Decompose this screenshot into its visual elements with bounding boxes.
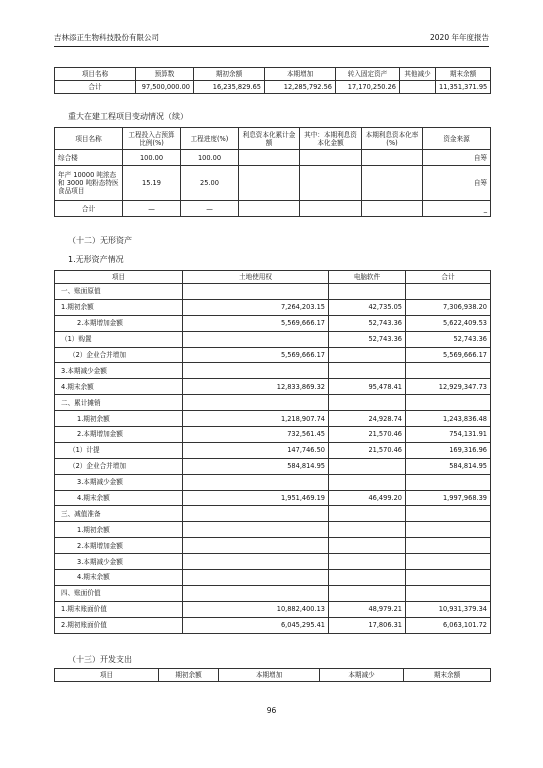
column-header: 其他减少 <box>400 68 436 81</box>
table-cell: 7,306,938.20 <box>406 299 491 315</box>
table-cell <box>329 554 406 570</box>
table-cell: 21,570.46 <box>329 427 406 443</box>
table-cell <box>300 166 362 201</box>
table-cell <box>183 554 329 570</box>
table-cell <box>239 201 300 217</box>
table-cell <box>183 570 329 586</box>
row-label: 2.本期增加金额 <box>55 427 183 443</box>
table-cell <box>329 538 406 554</box>
table-cell: 1,243,836.48 <box>406 411 491 427</box>
table-cell <box>329 458 406 474</box>
table-cell: 100.00 <box>181 150 239 166</box>
table-row <box>55 554 491 570</box>
table-row <box>55 201 491 217</box>
table-row <box>55 81 491 94</box>
table-cell: 17,170,250.26 <box>336 81 400 94</box>
table-row <box>55 363 491 379</box>
row-label: （2）企业合并增加 <box>55 347 183 363</box>
table-cell <box>183 284 329 300</box>
table-header-row <box>55 68 491 81</box>
row-label: 2.期初账面价值 <box>55 617 183 633</box>
row-label: （2）企业合并增加 <box>55 458 183 474</box>
table-cell <box>183 474 329 490</box>
column-header: 本期增加 <box>265 68 336 81</box>
column-header: 工程进度(%) <box>181 128 239 150</box>
table-cell: 95,478.41 <box>329 379 406 395</box>
page-number: 96 <box>266 706 277 715</box>
table-cell: 584,814.95 <box>183 458 329 474</box>
table-row <box>55 458 491 474</box>
table-row <box>55 474 491 490</box>
table-cell: 11,351,371.95 <box>436 81 491 94</box>
column-header: 本期利息资本化率(%) <box>362 128 423 150</box>
table-cell: 1,218,907.74 <box>183 411 329 427</box>
table-cell <box>406 395 491 411</box>
table-cell: 1,997,968.39 <box>406 490 491 506</box>
report-title: 2020 年年度报告 <box>430 33 489 42</box>
table-cell <box>406 284 491 300</box>
table-row <box>55 315 491 331</box>
table-row <box>55 585 491 601</box>
table-cell <box>362 201 423 217</box>
row-label: 1.期初余额 <box>55 411 183 427</box>
table-cell: 12,833,869.32 <box>183 379 329 395</box>
table-row <box>55 601 491 617</box>
cip-summary-table <box>54 67 491 94</box>
table-cell <box>329 395 406 411</box>
header-rule <box>54 46 489 47</box>
row-label: 4.期末余额 <box>55 490 183 506</box>
table-cell: 10,882,400.13 <box>183 601 329 617</box>
table-cell: 年产 10000 吨浓态和 3000 吨粉态特医食品项目 <box>55 166 123 201</box>
table-cell: 52,743.36 <box>329 315 406 331</box>
intangible-assets-table <box>54 270 491 634</box>
table-cell <box>406 585 491 601</box>
table-cell: 5,569,666.17 <box>406 347 491 363</box>
table-cell: 46,499.20 <box>329 490 406 506</box>
row-label: 1.期末账面价值 <box>55 601 183 617</box>
table-cell <box>183 363 329 379</box>
company-name: 吉林添正生物科技股份有限公司 <box>54 33 159 42</box>
row-label: 四、账面价值 <box>55 585 183 601</box>
row-label: 2.本期增加金额 <box>55 315 183 331</box>
table-cell <box>239 166 300 201</box>
table-cell <box>329 284 406 300</box>
table-header-row <box>55 271 491 284</box>
column-header: 项目 <box>55 271 183 284</box>
table-row <box>55 284 491 300</box>
row-label: 4.期末余额 <box>55 570 183 586</box>
table-cell: 25.00 <box>181 166 239 201</box>
table-cell <box>406 570 491 586</box>
table-row <box>55 617 491 633</box>
table-row <box>55 379 491 395</box>
rd-expense-table <box>54 668 491 682</box>
table-cell <box>406 474 491 490</box>
table-row <box>55 331 491 347</box>
column-header: 项目 <box>55 669 159 682</box>
table-cell: 21,570.46 <box>329 442 406 458</box>
table-cell: — <box>123 201 181 217</box>
table-cell <box>362 166 423 201</box>
table-cell: 584,814.95 <box>406 458 491 474</box>
table-cell: 综合楼 <box>55 150 123 166</box>
table-cell <box>300 201 362 217</box>
table-cell <box>329 363 406 379</box>
table-cell <box>400 81 436 94</box>
row-label: 二、累计摊销 <box>55 395 183 411</box>
table-row <box>55 490 491 506</box>
column-header: 其中：本期利息资本化金额 <box>300 128 362 150</box>
table-cell <box>183 585 329 601</box>
row-label: 1.期初余额 <box>55 522 183 538</box>
table-row <box>55 442 491 458</box>
column-header: 预算数 <box>136 68 194 81</box>
table-cell <box>183 538 329 554</box>
table-cell: 10,931,379.34 <box>406 601 491 617</box>
column-header: 项目名称 <box>55 128 123 150</box>
table-row <box>55 570 491 586</box>
table-row <box>55 166 491 201</box>
table-cell: 15.19 <box>123 166 181 201</box>
table-cell <box>406 554 491 570</box>
table-cell: 自筹 <box>423 150 491 166</box>
table-cell: 5,569,666.17 <box>183 347 329 363</box>
column-header: 合计 <box>406 271 491 284</box>
row-label: 4.期末余额 <box>55 379 183 395</box>
table-cell: 42,735.05 <box>329 299 406 315</box>
column-header: 期初余额 <box>194 68 265 81</box>
table-cell <box>239 150 300 166</box>
row-label: 1.期初余额 <box>55 299 183 315</box>
column-header: 资金来源 <box>423 128 491 150</box>
row-label: 3.本期减少金额 <box>55 474 183 490</box>
table-cell <box>406 506 491 522</box>
table-header-row <box>55 128 491 150</box>
row-label: 3.本期减少金额 <box>55 363 183 379</box>
column-header: 项目名称 <box>55 68 136 81</box>
table-cell <box>329 585 406 601</box>
table-row <box>55 506 491 522</box>
table-cell: _ <box>423 201 491 217</box>
table-cell <box>183 331 329 347</box>
page-header <box>54 30 489 44</box>
column-header: 期末余额 <box>436 68 491 81</box>
table-row <box>55 395 491 411</box>
table-cell: 52,743.36 <box>329 331 406 347</box>
table-row <box>55 522 491 538</box>
cip-detail-table <box>54 127 491 217</box>
column-header: 期初余额 <box>159 669 219 682</box>
table-cell: 97,500,000.00 <box>136 81 194 94</box>
table-cell <box>406 522 491 538</box>
table-cell: 754,131.91 <box>406 427 491 443</box>
rd-section-title: （十三）开发支出 <box>68 655 132 664</box>
table-cell: 1,951,469.19 <box>183 490 329 506</box>
table-cell <box>329 506 406 522</box>
column-header: 电脑软件 <box>329 271 406 284</box>
table-cell: — <box>181 201 239 217</box>
table-header-row <box>55 669 491 682</box>
table-cell: 5,569,666.17 <box>183 315 329 331</box>
row-label: 3.本期减少金额 <box>55 554 183 570</box>
column-header: 期末余额 <box>404 669 491 682</box>
intangible-section-title: （十二）无形资产 <box>68 236 132 245</box>
table-row <box>55 411 491 427</box>
table-cell <box>183 506 329 522</box>
table-cell <box>329 522 406 538</box>
table-cell: 100.00 <box>123 150 181 166</box>
table-cell: 24,928.74 <box>329 411 406 427</box>
table-cell <box>183 522 329 538</box>
table-row <box>55 427 491 443</box>
table-cell <box>329 570 406 586</box>
column-header: 利息资本化累计金额 <box>239 128 300 150</box>
row-label: 三、减值准备 <box>55 506 183 522</box>
table-cell: 7,264,203.15 <box>183 299 329 315</box>
column-header: 工程投入占预算比例(%) <box>123 128 181 150</box>
table-cell <box>362 150 423 166</box>
table-row <box>55 538 491 554</box>
table-row <box>55 150 491 166</box>
table-cell: 732,561.45 <box>183 427 329 443</box>
column-header: 土地使用权 <box>183 271 329 284</box>
table-cell <box>406 538 491 554</box>
table-cell: 12,285,792.56 <box>265 81 336 94</box>
table-cell: 6,063,101.72 <box>406 617 491 633</box>
column-header: 本期增加 <box>219 669 320 682</box>
table-cell: 6,045,295.41 <box>183 617 329 633</box>
table-cell: 合计 <box>55 201 123 217</box>
table-cell <box>183 395 329 411</box>
table-cell <box>329 347 406 363</box>
row-label: （1）计提 <box>55 442 183 458</box>
table-cell: 48,979.21 <box>329 601 406 617</box>
row-label: 2.本期增加金额 <box>55 538 183 554</box>
table-cell: 自筹 <box>423 166 491 201</box>
table-cell: 52,743.36 <box>406 331 491 347</box>
table-cell <box>300 150 362 166</box>
table-cell: 16,235,829.65 <box>194 81 265 94</box>
table-cell: 169,316.96 <box>406 442 491 458</box>
table-cell <box>329 474 406 490</box>
column-header: 转入固定资产 <box>336 68 400 81</box>
column-header: 本期减少 <box>320 669 404 682</box>
table-row <box>55 347 491 363</box>
table-cell: 12,929,347.73 <box>406 379 491 395</box>
table-cell <box>406 363 491 379</box>
table-cell: 147,746.50 <box>183 442 329 458</box>
intangible-subtitle: 1.无形资产情况 <box>68 255 124 264</box>
table-row <box>55 299 491 315</box>
cip-change-title: 重大在建工程项目变动情况（续） <box>68 112 188 121</box>
table-cell: 17,806.31 <box>329 617 406 633</box>
row-label: 一、账面原值 <box>55 284 183 300</box>
row-label: （1）购置 <box>55 331 183 347</box>
table-cell: 5,622,409.53 <box>406 315 491 331</box>
table-cell: 合计 <box>55 81 136 94</box>
